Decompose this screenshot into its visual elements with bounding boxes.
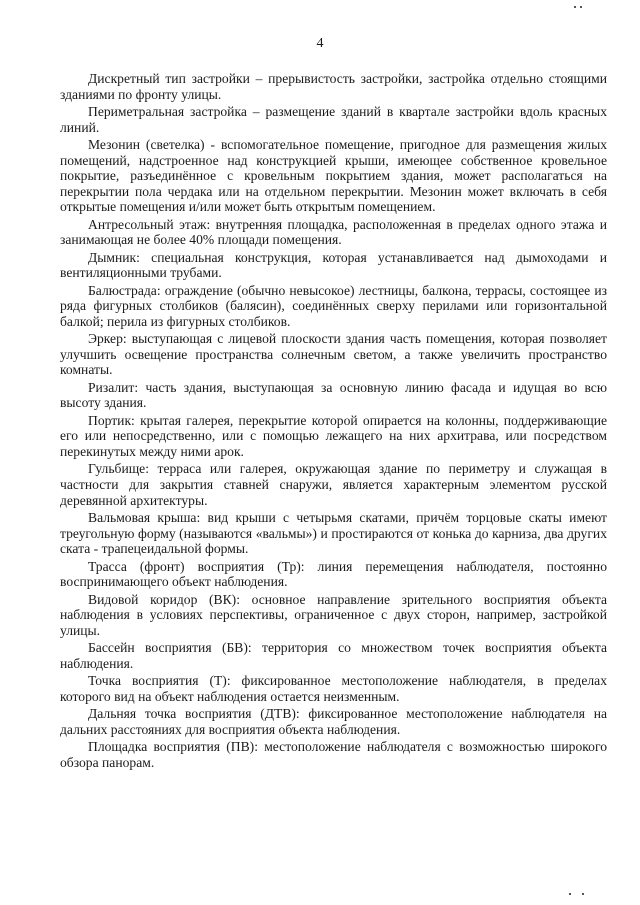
paragraph-discrete-building: Дискретный тип застройки – прерывистость застройки, застройка отдельно стоящими зданиями по фронту улицы. [60, 71, 607, 102]
paragraph-perception-point: Точка восприятия (Т): фиксированное местоположение наблюдателя, в пределах которого вид на объект наблюдения остается неизменным. [60, 673, 607, 704]
paragraph-perimeter-building: Периметральная застройка – размещение зданий в квартале застройки вдоль красных линий. [60, 103, 607, 135]
paragraph-hip-roof: Вальмовая крыша: вид крыши с четырьмя скатами, причём торцовые скаты имеют треугольную форму (называются «вальмы») и простираются от конька до карниза, два других ската - трапецеидальной формы. [60, 510, 607, 557]
paragraph-portico: Портик: крытая галерея, перекрытие которой опирается на колонны, поддерживающие его или непосредственно, или с помощью лежащего на них архитрава, или посредством перекинутых между ними арок. [60, 412, 607, 460]
scan-artifact [582, 893, 584, 895]
paragraph-gulbishche: Гульбище: терраса или галерея, окружающая здание по периметру и служащая в частности для закрытия ставней снаружи, является характерным элементом русской деревянной архитектуры. [60, 461, 607, 508]
paragraph-perception-route: Трасса (фронт) восприятия (Тр): линия перемещения наблюдателя, постоянно воспринимающего объект наблюдения. [60, 558, 607, 590]
scan-artifact [569, 893, 571, 895]
paragraph-risalit: Ризалит: часть здания, выступающая за основную линию фасада и идущая во всю высоту здания. [60, 379, 607, 411]
scan-artifact [580, 6, 582, 8]
paragraph-chimney-cap: Дымник: специальная конструкция, которая устанавливается над дымоходами и вентиляционными трубами. [60, 249, 607, 281]
paragraph-entresol-floor: Антресольный этаж: внутренняя площадка, расположенная в пределах одного этажа и занимающая не более 40% площади помещения. [60, 216, 607, 248]
paragraph-bay-window: Эркер: выступающая с лицевой плоскости здания часть помещения, которая позволяет улучшить освещение пространства солнечным светом, а также увеличить пространство комнаты. [60, 331, 607, 378]
paragraph-far-perception-point: Дальняя точка восприятия (ДТВ): фиксированное местоположение наблюдателя на дальних расстояниях для восприятия объекта наблюдения. [60, 706, 607, 737]
paragraph-view-corridor: Видовой коридор (ВК): основное направление зрительного восприятия объекта наблюдения в условиях перспективы, ограниченное с двух сторон, например, застройкой улицы. [60, 591, 607, 638]
paragraph-mezzanine: Мезонин (светелка) - вспомогательное помещение, пригодное для размещения жилых помещений, надстроенное над конструкцией крыши, имеющее собственное кровельное покрытие, разъединённое с кровельным покрытием здания, может располагаться на перекрытии пола чердака или на отдельном перекрытии. Мезонин может включать в себя открытые помещения и/или может быть открытым помещением. [60, 136, 607, 215]
paragraph-perception-platform: Площадка восприятия (ПВ): местоположение наблюдателя с возможностью широкого обзора панорам. [60, 739, 607, 770]
scan-artifact [574, 6, 576, 8]
paragraph-balustrade: Балюстрада: ограждение (обычно невысокое) лестницы, балкона, террасы, состоящее из ряда фигурных столбиков (балясин), соединённых сверху перилами или горизонтальной балкой; перила из фигурных столбиков. [60, 282, 607, 329]
paragraph-perception-basin: Бассейн восприятия (БВ): территория со множеством точек восприятия объекта наблюдения. [60, 640, 607, 671]
page-number: 4 [316, 36, 324, 51]
document-body [60, 71, 607, 770]
